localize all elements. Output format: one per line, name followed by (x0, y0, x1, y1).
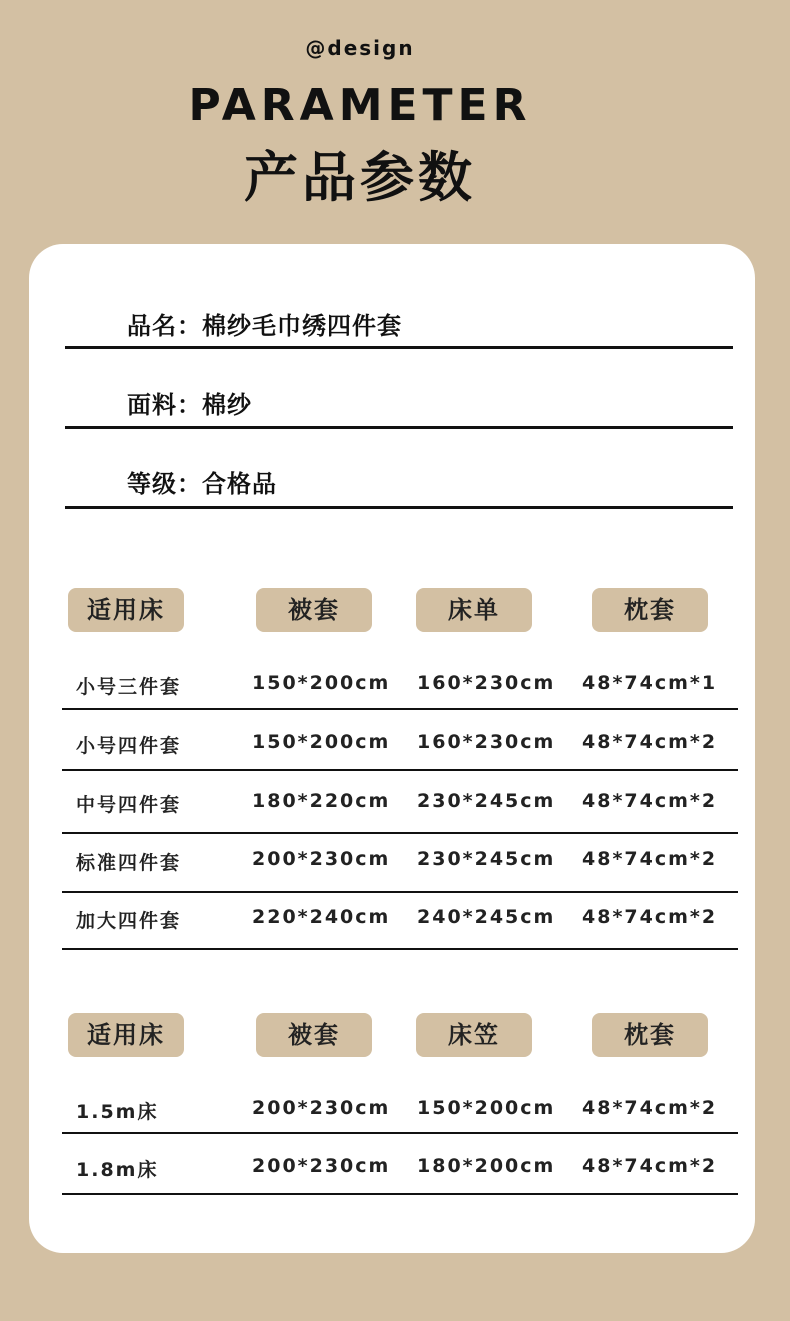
page-title-cn: 产品参数 (244, 146, 476, 209)
cell-bed: 小号三件套 (76, 676, 182, 698)
cell-bed: 标准四件套 (76, 852, 182, 874)
page-title-en: PARAMETER (188, 80, 532, 131)
cell-fitted-sheet: 150*200cm (417, 1097, 556, 1119)
cell-pillowcase: 48*74cm*1 (582, 672, 718, 694)
cell-sheet: 230*245cm (417, 790, 556, 812)
cell-duvet: 150*200cm (252, 672, 391, 694)
cell-pillowcase: 48*74cm*2 (582, 848, 718, 870)
cell-bed: 1.8m床 (76, 1159, 159, 1181)
cell-pillowcase: 48*74cm*2 (582, 731, 718, 753)
table2-header-duvet: 被套 (256, 1013, 372, 1057)
cell-duvet: 220*240cm (252, 906, 391, 928)
table-row (62, 848, 738, 893)
parameter-card (29, 244, 755, 1253)
table-row (62, 790, 738, 834)
table1-header-duvet: 被套 (256, 588, 372, 632)
table-row (62, 1155, 738, 1195)
cell-bed: 1.5m床 (76, 1101, 159, 1123)
info-name-text: 品名：棉纱毛巾绣四件套 (127, 312, 402, 340)
cell-duvet: 200*230cm (252, 1097, 391, 1119)
cell-duvet: 150*200cm (252, 731, 391, 753)
info-row-name (65, 306, 733, 349)
cell-sheet: 160*230cm (417, 672, 556, 694)
info-row-grade (65, 464, 733, 509)
cell-sheet: 160*230cm (417, 731, 556, 753)
cell-pillowcase: 48*74cm*2 (582, 906, 718, 928)
cell-fitted-sheet: 180*200cm (417, 1155, 556, 1177)
cell-sheet: 240*245cm (417, 906, 556, 928)
info-row-fabric (65, 385, 733, 429)
info-fabric-text: 面料：棉纱 (127, 391, 252, 419)
table-row (62, 672, 738, 710)
table2-header-pillowcase: 枕套 (592, 1013, 708, 1057)
table2-header-fitted-sheet: 床笠 (416, 1013, 532, 1057)
table1-header-bed: 适用床 (68, 588, 184, 632)
cell-pillowcase: 48*74cm*2 (582, 1155, 718, 1177)
cell-bed: 中号四件套 (76, 794, 182, 816)
table1-header-sheet: 床单 (416, 588, 532, 632)
cell-bed: 加大四件套 (76, 910, 182, 932)
cell-duvet: 200*230cm (252, 1155, 391, 1177)
cell-duvet: 180*220cm (252, 790, 391, 812)
cell-pillowcase: 48*74cm*2 (582, 790, 718, 812)
cell-pillowcase: 48*74cm*2 (582, 1097, 718, 1119)
table-row (62, 1097, 738, 1134)
info-grade-text: 等级：合格品 (127, 470, 277, 498)
table2-header-bed: 适用床 (68, 1013, 184, 1057)
table1-header-pillowcase: 枕套 (592, 588, 708, 632)
table-row (62, 906, 738, 950)
table-row (62, 731, 738, 771)
cell-bed: 小号四件套 (76, 735, 182, 757)
cell-duvet: 200*230cm (252, 848, 391, 870)
brand-tag: @design (305, 36, 415, 60)
cell-sheet: 230*245cm (417, 848, 556, 870)
